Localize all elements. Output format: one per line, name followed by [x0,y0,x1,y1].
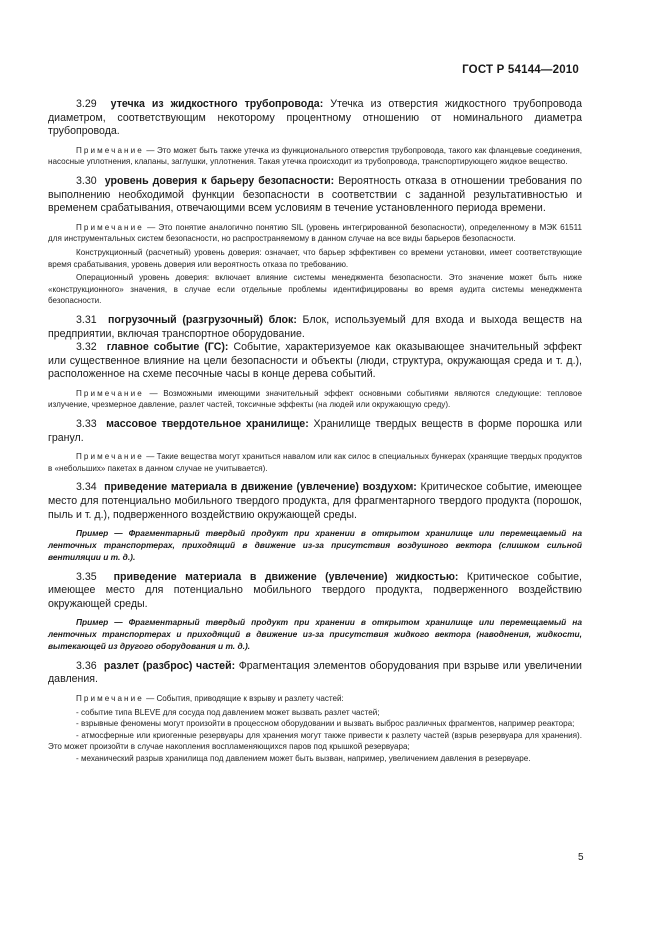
term-definition: Фрагментация элементов оборудования при взрыве или увеличении давления. [48,659,582,686]
note-text: Возможными имеющими значительный эффект основными событиями являются следующие: тепловое излучение, чрезмерное давление, разлет частей, токсичные эффекты (на людей или окружающую среду). [48,388,583,410]
term-number: 3.30 [76,174,97,187]
example-text: Фрагментарный твердый продукт при хранении в открытом хранилище или перемещаемый на ленточных транспортерах, приходящий в движение из-за присутствия воздушного вектора (слишком сильной вентиляции и т. д.). [48,528,583,562]
term-3-30 [48,175,582,216]
page-number: 5 [578,852,584,863]
note-3-36: Примечание — События, приводящие к взрыву и разлету частей: [76,693,344,703]
note-text: Такие вещества могут храниться навалом или как силос в специальных бункерах (хранящие твердых продуктов в «небольших» пакетах в данном случае не учитывается). [48,452,582,473]
term-number: 3.29 [76,98,97,110]
example-text: Фрагментарный твердый продукт при хранении в открытом хранилище или перемещаемый на ленточных транспортерах и приходящий в движение из-за присутствия жидкого вектора (наводнения, жидкости, вытекающей из другого оборудования и т. д.). [48,617,583,651]
term-definition: Утечка из отверстия жидкостного трубопровода диаметром, соответствующим некоторому процентному отношению от номинального диаметра трубопровода. [48,98,583,138]
note-text: Это может быть также утечка из функционального отверстия трубопровода, такого как фланцевые соединения, насосные уплотнения, клапаны, заглушки, уплотнения. Такая утечка происходит из трубопровода, транспортирующего жидкое вещество. [48,145,582,167]
note-label: Примечание [76,452,144,462]
list-item: - механический разрыв хранилища под давлением может быть вызван, например, увеличением давления в резервуаре. [76,753,531,763]
note-3-33: Примечание — Такие вещества могут храниться навалом или как силос в специальных бункерах (хранящие твердых продуктов в «небольших» пакетах в данном случае не учитывается). [48,452,582,473]
example-3-35: Пример — Фрагментарный твердый продукт при хранении в открытом хранилище или перемещаемый на ленточных транспортерах и приходящий в движение из-за присутствия жидкого вектора (наводнения, жидкости, вытекающей из другого оборудования и т. д.). [48,617,583,651]
term-3-34 [48,481,582,522]
example-3-34: Пример — Фрагментарный твердый продукт при хранении в открытом хранилище или перемещаемый на ленточных транспортерах, приходящий в движение из-за присутствия воздушного вектора (слишком сильной вентиляции и т. д.). [48,528,583,562]
term-definition: Вероятность отказа в отношении требования по выполнению необходимой функции безопасности в соответствии с заданной результативностью и временем срабатывания, отвечающими всем условиям в течение установленного периода времени. [48,174,583,215]
term-3-32 [48,341,582,382]
note-label: Примечание [76,222,144,232]
term-number: 3.35 [76,570,97,583]
term-title: приведение материала в движение (увлечение) воздухом: [104,481,417,494]
term-title: приведение материала в движение (увлечение) жидкостью: [113,570,459,583]
example-label: Пример [76,617,109,628]
note-label: Примечание [76,388,144,398]
term-3-36 [48,660,582,687]
term-title: массовое твердотельное хранилище: [106,418,309,431]
example-label: Пример [76,528,109,539]
list-item: - событие типа BLEVE для сосуда под давлением может вызвать разлет частей; [76,707,380,717]
term-title: утечка из жидкостного трубопровода: [110,98,324,110]
document-id: ГОСТ Р 54144—2010 [462,64,579,76]
note-3-30-paragraph-3: Операционный уровень доверия: включает влияние системы менеджмента безопасности. Это значение может быть ниже «конструкционного» значения, в случае если отдельные проблемы идентифицированы во время аудита системы менеджмента безопасности. [48,273,582,306]
term-definition: Критическое событие, имеющее место для потенциально мобильного твердого продукта, для фрагментарного твердого продукта (порошок, пыль и т. д.), подверженного воздействию окружающей среды. [48,481,583,521]
term-number: 3.33 [76,418,97,431]
term-3-31 [48,314,582,341]
note-text: События, приводящие к взрыву и разлету частей: [156,693,344,703]
term-definition: Событие, характеризуемое как оказывающее значительный эффект или существенное влияние на цели безопасности и объекты (люди, структура, окружающая среда и т. д.), расположенное на схеме песочные часы в конце дерева событий. [48,341,582,381]
list-item: - атмосферные или криогенные резервуары для хранения могут также привести к разлету частей (взрыв резервуара для хранения). Это может произойти в случае накопления воспламеняющихся паров под крышкой резервуара; [48,730,582,752]
note-3-29: Примечание — Это может быть также утечка из функционального отверстия трубопровода, такого как фланцевые соединения, насосные уплотнения, клапаны, заглушки, уплотнения. Такая утечка происходит из трубопровода, транспортирующего жидкое вещество. [48,145,582,167]
term-number: 3.34 [76,481,97,494]
list-item: - взрывные феномены могут произойти в процессном оборудовании и вызвать выброс различных фрагментов, например реактора; [76,719,575,729]
term-3-33 [48,418,582,445]
note-3-32: Примечание — Возможными имеющими значительный эффект основными событиями являются следующие: тепловое излучение, чрезмерное давление, разлет частей, токсичные эффекты (на людей или окружающую среду). [48,388,583,410]
note-text: Это понятие аналогично понятию SIL (уровень интегрированной безопасности), определенному в МЭК 61511 для инструментальных систем безопасности, но распространяемому в данном случае на все виды барьеров безопасности. [48,222,583,244]
note-label: Примечание [76,145,144,155]
term-number: 3.32 [76,341,97,354]
term-3-29 [48,98,582,139]
term-title: погрузочный (разгрузочный) блок: [108,313,297,326]
term-3-35 [48,571,582,612]
term-definition: Критическое событие, имеющее место для потенциально мобильного твердого продукта, подверженного воздействию окружающей среды. [48,570,582,610]
note-3-30: Примечание — Это понятие аналогично понятию SIL (уровень интегрированной безопасности), определенному в МЭК 61511 для инструментальных систем безопасности, но распространяемому в данном случае на все виды барьеров безопасности. [48,222,583,244]
term-title: главное событие (ГС): [106,341,229,354]
term-title: уровень доверия к барьеру безопасности: [104,174,335,187]
term-definition: Блок, используемый для входа и выхода веществ на предприятии, включая транспортное оборудование. [48,313,582,340]
term-definition: Хранилище твердых веществ в форме порошка или гранул. [48,418,582,444]
term-number: 3.31 [76,313,97,326]
note-3-30-paragraph-2: Конструкционный (расчетный) уровень доверия: означает, что барьер эффективен со времени установки, имеет соответствующие время срабатывания, уровень доверия или вероятность отказа по требованию. [48,247,582,269]
term-title: разлет (разброс) частей: [103,659,236,672]
note-label: Примечание [76,693,144,703]
term-number: 3.36 [76,659,97,672]
document-body [48,98,582,765]
